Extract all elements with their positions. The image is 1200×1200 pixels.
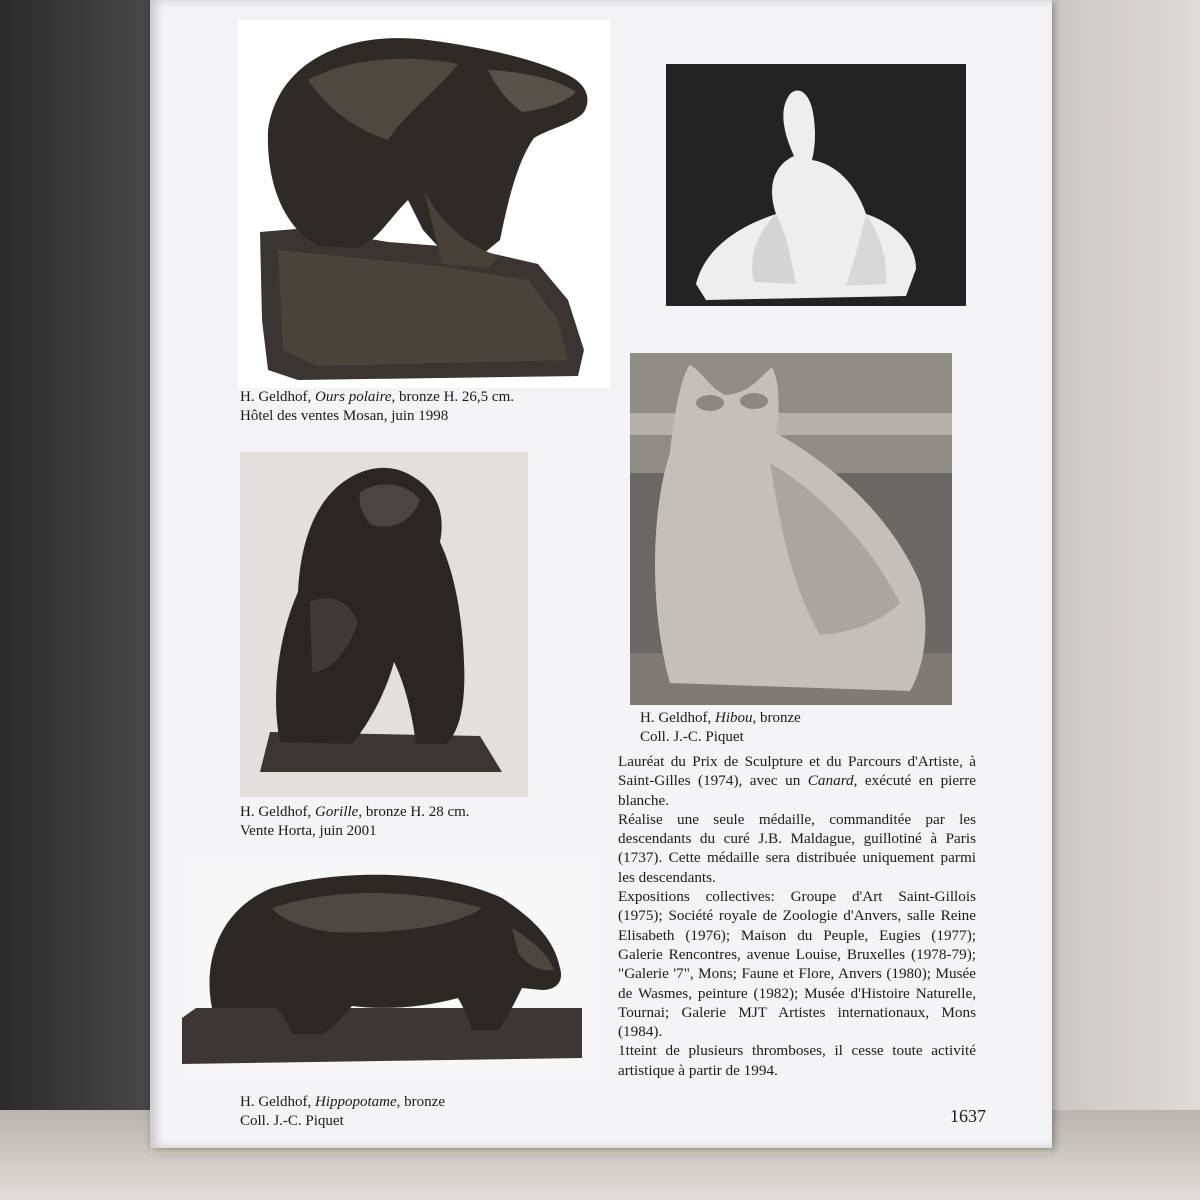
caption-hibou bbox=[640, 709, 801, 747]
caption-line-2: Coll. J.-C. Piquet bbox=[640, 729, 744, 745]
paragraph-illness: 1tteint de plusieurs thromboses, il cesse toute activité artistique à partir de 1994. bbox=[618, 1042, 976, 1079]
plaster-sculpture-photo bbox=[666, 64, 966, 306]
caption-line-1: H. Geldhof, Gorille, bronze H. 28 cm. bbox=[240, 804, 470, 820]
paragraph-exhibitions: Expositions collectives: Groupe d'Art Saint-Gillois (1975); Société royale de Zoologie d'Anvers, salle Reine Elisabeth (1976); Maison du Peuple, Eugies (1977); Galerie Rencontres, avenue Louise, Bruxelles (1978-79); "Galerie '7", Mons; Faune et Flore, Anvers (1980); Musée de Wasmes, peinture (1982); Musée d'Histoire Naturelle, Tournai; Galerie MJT Artistes internationaux, Mons (1984). bbox=[618, 888, 976, 1041]
biography-text bbox=[618, 752, 976, 1080]
caption-hippopotame bbox=[240, 1093, 445, 1131]
caption-line-1: H. Geldhof, Hibou, bronze bbox=[640, 710, 801, 726]
paragraph-medal: Réalise une seule médaille, commanditée par les descendants du curé J.B. Maldague, guillotiné à Paris (1737). Cette médaille sera distribuée uniquement parmi les descendants. bbox=[618, 810, 976, 886]
owl-photo bbox=[630, 353, 952, 705]
caption-line-2: Vente Horta, juin 2001 bbox=[240, 823, 377, 839]
caption-line-2: Coll. J.-C. Piquet bbox=[240, 1113, 344, 1129]
caption-gorille bbox=[240, 803, 470, 841]
caption-line-1: H. Geldhof, Hippopotame, bronze bbox=[240, 1094, 445, 1110]
caption-ours-polaire bbox=[240, 388, 514, 426]
polar-bear-photo bbox=[238, 20, 610, 388]
caption-line-1: H. Geldhof, Ours polaire, bronze H. 26,5 cm. bbox=[240, 389, 514, 405]
page-number: 1637 bbox=[950, 1106, 986, 1126]
caption-line-2: Hôtel des ventes Mosan, juin 1998 bbox=[240, 408, 449, 424]
background-right bbox=[1040, 0, 1200, 1200]
hippopotamus-photo bbox=[182, 858, 602, 1080]
paragraph-prize: Lauréat du Prix de Sculpture et du Parcours d'Artiste, à Saint-Gilles (1974), avec un Canard, exécuté en pierre blanche. bbox=[618, 753, 976, 809]
gorilla-photo bbox=[240, 452, 528, 797]
background-left bbox=[0, 0, 160, 1200]
